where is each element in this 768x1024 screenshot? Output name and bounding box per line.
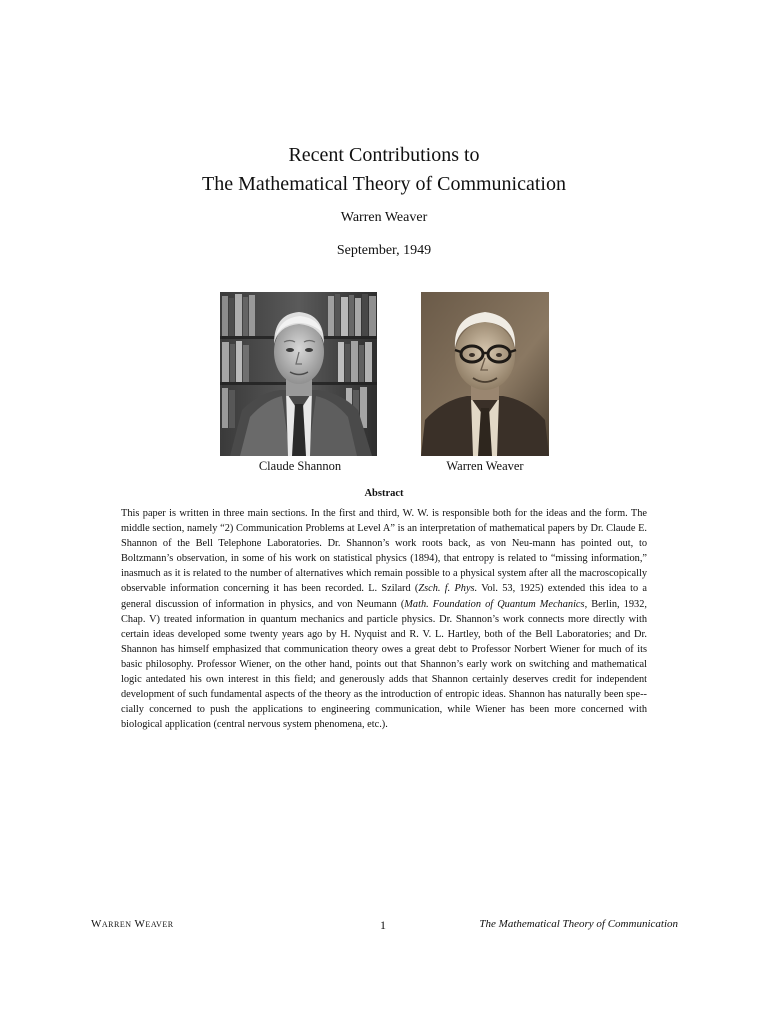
author-name: Warren Weaver — [340, 210, 428, 225]
title-line-1: Recent Contributions to — [288, 144, 480, 166]
photo-caption-shannon: Claude Shannon — [258, 459, 342, 473]
abstract-body — [121, 506, 647, 732]
photo-caption-weaver: Warren Weaver — [446, 459, 524, 473]
title-line-2: The Mathematical Theory of Communication — [202, 173, 566, 195]
footer-author: Warren Weaver — [91, 918, 174, 930]
abstract-text-part-1: This paper is written in three main sections. In the first and third, W. W. is responsible both for the ideas and the form. The middle section, namely “2) Communication Problems at Level A” is an interpretation of mathematical papers by Dr. Claude E. Shannon of the Bell Telephone Laboratories. Dr. Shannon’s work roots back, as von Neu-mann has pointed out, to Boltzmann’s observation, in some of his work on statistical physics (1894), that entropy is related to “missing information,” inasmuch as it is related to the number of alternatives which remain possible to a physical system after all the macroscopically observable information concerning it has been recorded. L. Szilard ( — [121, 508, 647, 595]
book-citation: Math. Foundation of Quantum Mechanics — [404, 598, 585, 610]
claude-shannon-photo — [220, 292, 377, 456]
page-number: 1 — [380, 918, 386, 932]
footer-title: The Mathematical Theory of Communication — [479, 918, 678, 930]
journal-citation: Zsch. f. Phys. — [418, 583, 478, 595]
abstract-text-part-2: Vol. 53, 1925) extended this idea to a general discussion of information in physics, and von Neumann ( — [121, 583, 648, 610]
publication-date: September, 1949 — [336, 243, 432, 258]
warren-weaver-photo — [421, 292, 549, 456]
abstract-text-part-3: , Berlin, 1932, Chap. V) treated information in quantum mechanics and particle physics. Dr. Shannon’s work connects more directly with certain ideas developed some twenty years ago by H. Nyquist and R. V. L. Hartley, both of the Bell Laboratories; and Dr. Shannon has himself emphasized that communication theory owes a great debt to Professor Norbert Wiener for much of its basic philosophy. Professor Wiener, on the other hand, points out that Shannon’s early work on switching and mathematical logic antedated his own interest in this field; and generously adds that Shannon certainly deserves credit for independent development of such fundamental aspects of the theory as the introduction of entropic ideas. Shannon has naturally been spe-cially concerned to push the applications to engineering communication, while Wiener has been more concerned with biological application (central nervous system phenomena, etc.). — [121, 598, 647, 731]
abstract-heading: Abstract — [364, 488, 404, 499]
